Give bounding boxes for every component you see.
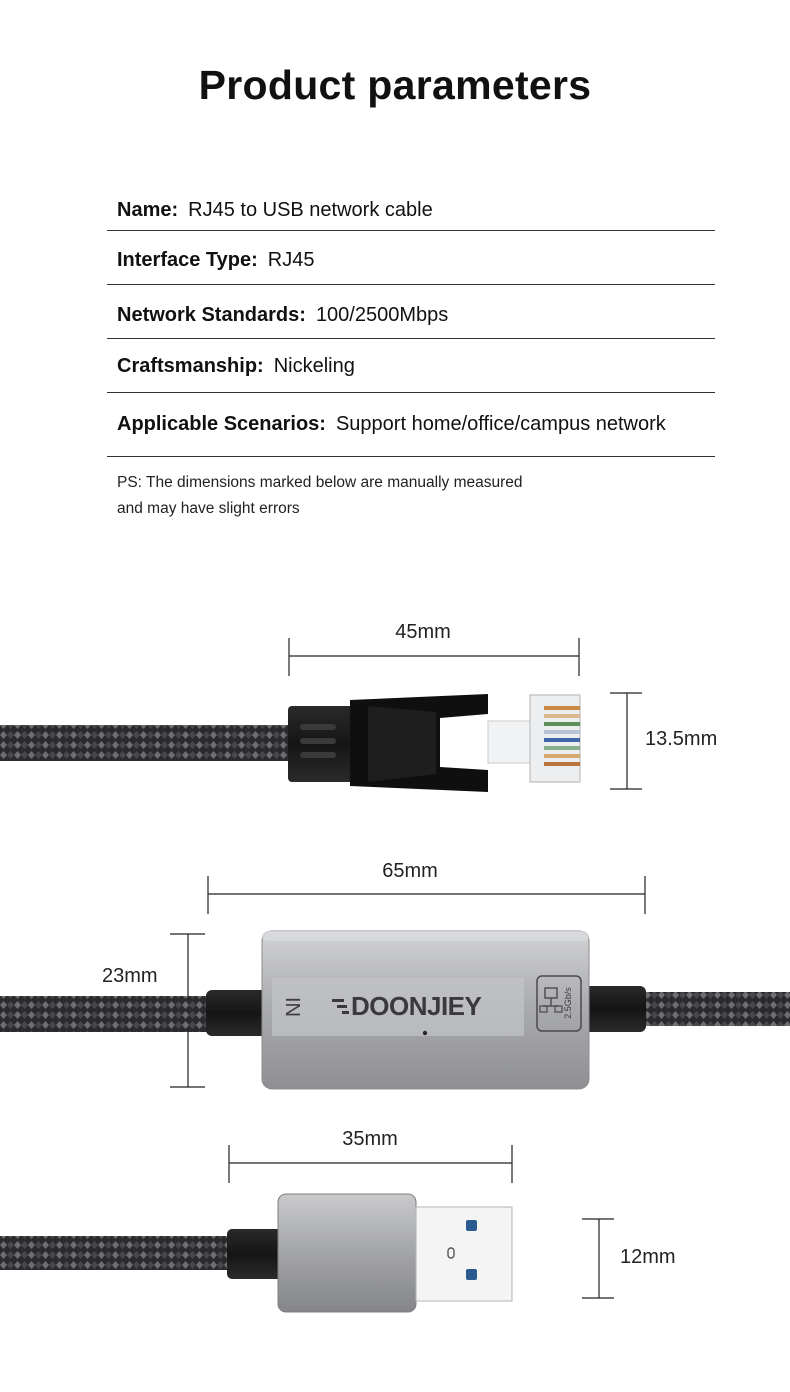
adapter-figure <box>0 860 790 1089</box>
param-row-scenarios <box>107 393 715 457</box>
adapter-boot-right <box>584 986 646 1032</box>
param-key: Applicable Scenarios: <box>117 413 326 435</box>
usb-housing <box>278 1194 416 1312</box>
rj45-plug-figure <box>0 621 717 792</box>
usb-contact-window-bottom <box>466 1269 477 1280</box>
adapter-length-label: 65mm <box>382 860 438 882</box>
usb-boot <box>227 1229 283 1279</box>
param-value: Nickeling <box>273 355 355 377</box>
note-line-1: PS: The dimensions marked below are manually measured <box>117 474 523 491</box>
usb-cable <box>0 1236 232 1270</box>
rj45-height-label: 13.5mm <box>645 728 718 750</box>
adapter-brand-label: DOONJIEY <box>351 991 482 1021</box>
adapter-cable-right <box>640 992 790 1026</box>
measurement-note <box>117 470 523 522</box>
param-row-standards <box>107 285 715 339</box>
rj45-cable <box>0 725 295 761</box>
param-row-craftsmanship <box>107 339 715 393</box>
adapter-in-mark: IN <box>281 997 303 1017</box>
adapter-height-label: 23mm <box>102 965 158 987</box>
adapter-cable-left <box>0 996 210 1032</box>
port-speed-label: 2.5Gb/s <box>563 987 573 1019</box>
usb-plug-figure <box>0 1128 676 1312</box>
param-key: Network Standards: <box>117 304 306 326</box>
param-key: Name: <box>117 199 179 221</box>
param-key: Craftsmanship: <box>117 355 264 377</box>
param-value: Support home/office/campus network <box>335 413 666 435</box>
param-key: Interface Type: <box>117 249 258 271</box>
param-value: RJ45 <box>267 249 315 271</box>
usb-height-label: 12mm <box>620 1246 676 1268</box>
parameter-table <box>107 180 715 457</box>
param-row-name <box>107 180 715 231</box>
rj45-latch-clip <box>368 706 436 782</box>
rj45-clear-body <box>488 721 530 763</box>
adapter-housing-highlight <box>262 931 589 941</box>
adapter-boot-left <box>206 990 268 1036</box>
param-value: RJ45 to USB network cable <box>188 199 433 221</box>
product-dimension-drawing <box>0 560 790 1392</box>
usb-metal-shell <box>416 1207 512 1301</box>
param-value: 100/2500Mbps <box>315 304 449 326</box>
adapter-led-indicator <box>423 1031 427 1035</box>
param-row-interface <box>107 231 715 285</box>
rj45-length-label: 45mm <box>395 621 451 643</box>
usb-length-label: 35mm <box>342 1128 398 1150</box>
usb-contact-window-top <box>466 1220 477 1231</box>
page-title: Product parameters <box>198 62 592 108</box>
boot-grip-slots-icon <box>300 724 336 758</box>
note-line-2: and may have slight errors <box>117 500 300 517</box>
